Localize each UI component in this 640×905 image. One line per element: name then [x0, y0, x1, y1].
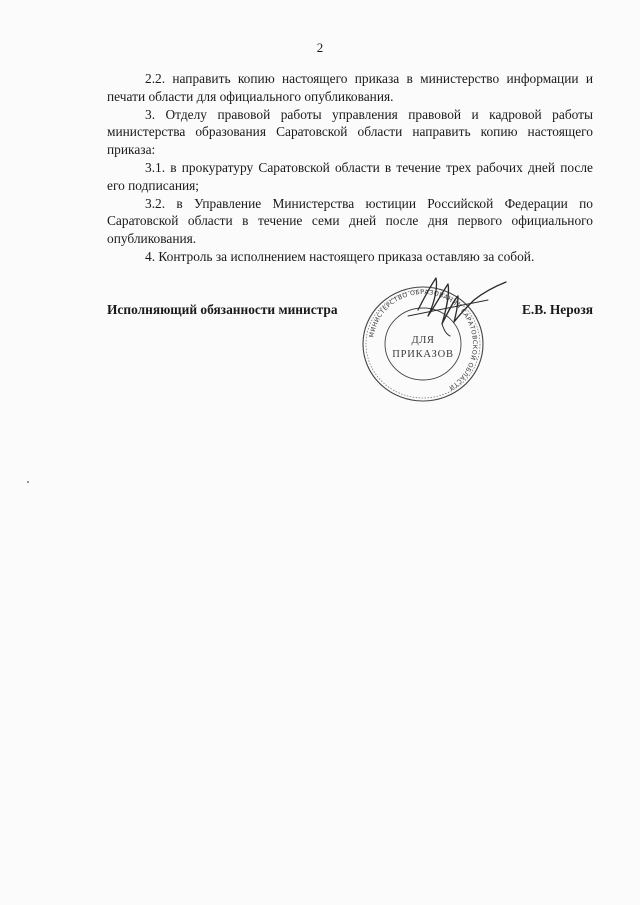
document-body	[107, 70, 593, 266]
paragraph-3: 3. Отделу правовой работы управления правовой и кадровой работы министерства образования Саратовской области направить копию настоящего приказа:	[107, 106, 593, 158]
stamp-line-1: ДЛЯ	[411, 335, 435, 346]
paragraph-4: 4. Контроль за исполнением настоящего приказа оставляю за собой.	[145, 248, 535, 264]
handwritten-signature	[398, 270, 510, 350]
signer-title: Исполняющий обязанности министра	[107, 302, 338, 317]
paragraph-3-1: 3.1. в прокуратуру Саратовской области в течение трех рабочих дней после его подписания;	[107, 159, 593, 193]
stamp-line-2: ПРИКАЗОВ	[392, 349, 454, 360]
page-number: 2	[316, 40, 324, 55]
paragraph-3-2: 3.2. в Управление Министерства юстиции Российской Федерации по Саратовской области в течение семи дней после дня первого официального опубликования.	[107, 195, 593, 247]
signer-name: Е.В. Нерозя	[521, 302, 593, 317]
signature-block	[107, 302, 593, 324]
scan-speck	[27, 481, 29, 483]
stamp-ring-text: МИНИСТЕРСТВО ОБРАЗОВАНИЯ САРАТОВСКОЙ ОБЛАСТИ	[368, 288, 479, 392]
paragraph-2-2: 2.2. направить копию настоящего приказа в министерство информации и печати области для официального опубликования.	[107, 71, 593, 104]
